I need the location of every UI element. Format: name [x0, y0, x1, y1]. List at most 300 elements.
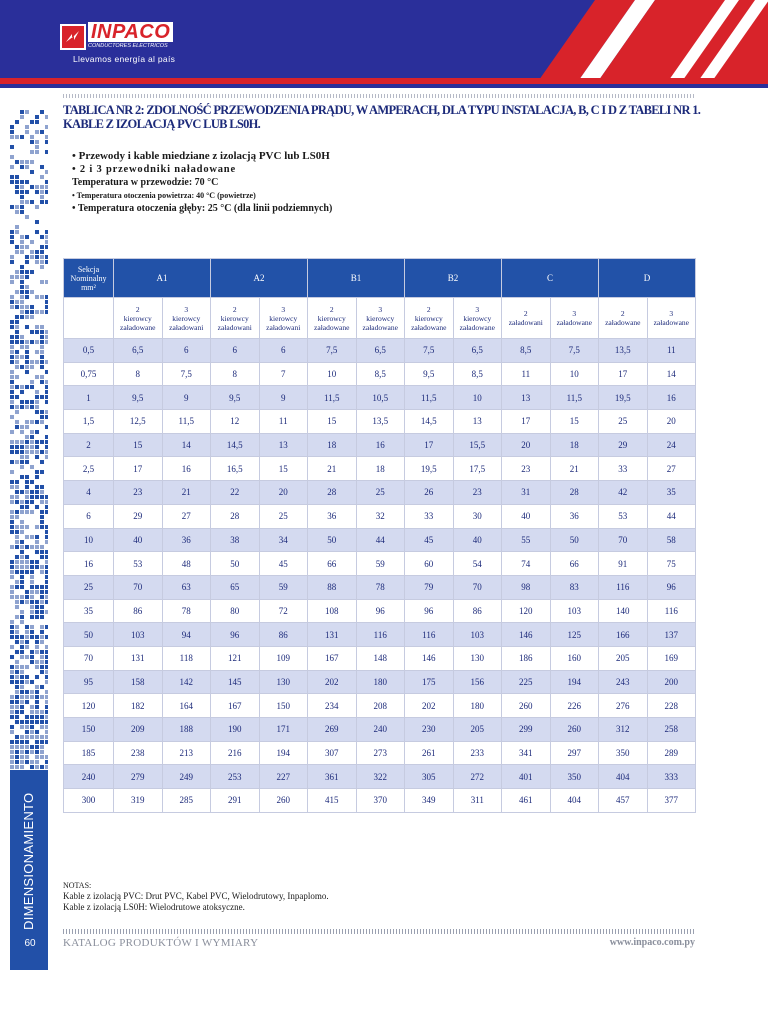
ampacity-cell: 17	[502, 410, 551, 434]
ampacity-cell: 9	[162, 386, 211, 410]
ampacity-cell: 35	[647, 481, 696, 505]
ampacity-cell: 150	[259, 694, 308, 718]
ampacity-cell: 20	[502, 433, 551, 457]
ampacity-cell: 36	[550, 504, 599, 528]
ampacity-cell: 349	[405, 789, 454, 813]
ampacity-cell: 6,5	[356, 339, 405, 363]
ampacity-cell: 78	[162, 599, 211, 623]
ampacity-cell: 32	[356, 504, 405, 528]
ampacity-cell: 23	[453, 481, 502, 505]
ampacity-cell: 415	[308, 789, 357, 813]
ampacity-cell: 166	[599, 623, 648, 647]
ampacity-cell: 13,5	[356, 410, 405, 434]
ampacity-cell: 8,5	[356, 362, 405, 386]
ampacity-cell: 272	[453, 765, 502, 789]
ampacity-cell: 63	[162, 575, 211, 599]
ampacity-cell: 60	[405, 552, 454, 576]
ampacity-cell: 225	[502, 670, 551, 694]
ampacity-cell: 226	[550, 694, 599, 718]
subheader-line: załadowane	[411, 322, 447, 332]
ampacity-cell: 305	[405, 765, 454, 789]
section-size-cell: 70	[64, 646, 114, 670]
table-row	[64, 765, 696, 789]
ampacity-cell: 96	[356, 599, 405, 623]
conductor-subheader-cell	[211, 298, 260, 339]
ampacity-cell: 253	[211, 765, 260, 789]
ampacity-cell: 279	[114, 765, 163, 789]
ampacity-cell: 164	[162, 694, 211, 718]
ampacity-cell: 291	[211, 789, 260, 813]
table-row	[64, 481, 696, 505]
ampacity-cell: 341	[502, 741, 551, 765]
ampacity-cell: 29	[599, 433, 648, 457]
ampacity-cell: 9	[259, 386, 308, 410]
subheader-line: 2	[426, 304, 431, 314]
section-size-cell: 120	[64, 694, 114, 718]
ampacity-cell: 260	[550, 718, 599, 742]
table-row	[64, 789, 696, 813]
ampacity-cell: 31	[502, 481, 551, 505]
ampacity-cell: 13	[502, 386, 551, 410]
ampacity-cell: 94	[162, 623, 211, 647]
ampacity-cell: 53	[599, 504, 648, 528]
ampacity-cell: 16	[356, 433, 405, 457]
ampacity-cell: 40	[453, 528, 502, 552]
subheader-line: kierowcy	[123, 313, 152, 323]
ampacity-cell: 130	[453, 646, 502, 670]
table-row	[64, 575, 696, 599]
ampacity-cell: 14,5	[405, 410, 454, 434]
footer-dotted-rule	[63, 929, 695, 934]
group-header-cell: B2	[405, 259, 502, 298]
ampacity-cell: 24	[647, 433, 696, 457]
ampacity-cell: 120	[502, 599, 551, 623]
subheader-line: załadowane	[605, 318, 641, 327]
condition-item: • Przewody i kable miedziane z izolacją PVC lub LS0H	[72, 150, 330, 162]
footer-website-link[interactable]: www.inpaco.com.py	[609, 937, 695, 948]
ampacity-cell: 22	[211, 481, 260, 505]
ampacity-cell: 230	[405, 718, 454, 742]
ampacity-cell: 25	[356, 481, 405, 505]
ampacity-cell: 148	[356, 646, 405, 670]
subheader-line: załadowane	[362, 322, 398, 332]
ampacity-cell: 21	[162, 481, 211, 505]
ampacity-cell: 333	[647, 765, 696, 789]
company-logo	[60, 22, 182, 54]
ampacity-cell: 146	[502, 623, 551, 647]
conductor-subheader-cell	[453, 298, 502, 339]
ampacity-cell: 6	[162, 339, 211, 363]
subheader-line: 2	[620, 309, 625, 318]
ampacity-cell: 307	[308, 741, 357, 765]
ampacity-cell: 216	[211, 741, 260, 765]
note-line: Kable z izolacją PVC: Drut PVC, Kabel PVC, Wielodrutowy, Inpaplomo.	[63, 891, 329, 901]
ampacity-cell: 17,5	[453, 457, 502, 481]
ampacity-cell: 137	[647, 623, 696, 647]
ampacity-cell: 167	[308, 646, 357, 670]
section-size-cell: 240	[64, 765, 114, 789]
ampacity-cell: 209	[114, 718, 163, 742]
section-size-cell: 6	[64, 504, 114, 528]
ampacity-cell: 91	[599, 552, 648, 576]
ampacity-cell: 13	[259, 433, 308, 457]
ampacity-cell: 202	[405, 694, 454, 718]
ampacity-cell: 9,5	[114, 386, 163, 410]
conductor-subheader-cell	[405, 298, 454, 339]
ampacity-cell: 109	[259, 646, 308, 670]
ampacity-cell: 240	[356, 718, 405, 742]
conductor-subheader-cell	[162, 298, 211, 339]
ampacity-cell: 36	[162, 528, 211, 552]
ampacity-cell: 45	[259, 552, 308, 576]
ampacity-cell: 23	[114, 481, 163, 505]
conductor-subheader-cell	[114, 298, 163, 339]
ampacity-cell: 299	[502, 718, 551, 742]
ampacity-cell: 74	[502, 552, 551, 576]
subheader-line: 2	[329, 304, 334, 314]
ampacity-cell: 156	[453, 670, 502, 694]
ampacity-cell: 249	[162, 765, 211, 789]
conductor-subheader-cell	[308, 298, 357, 339]
ampacity-cell: 59	[356, 552, 405, 576]
ampacity-cell: 238	[114, 741, 163, 765]
ampacity-cell: 18	[356, 457, 405, 481]
ampacity-cell: 190	[211, 718, 260, 742]
section-size-cell: 185	[64, 741, 114, 765]
subheader-line: 3	[669, 309, 674, 318]
ampacity-cell: 461	[502, 789, 551, 813]
subheader-line: kierowcy	[366, 313, 395, 323]
subheader-line: załadowane	[653, 318, 689, 327]
section-size-cell: 10	[64, 528, 114, 552]
ampacity-cell: 11,5	[550, 386, 599, 410]
ampacity-cell: 370	[356, 789, 405, 813]
ampacity-cell: 50	[550, 528, 599, 552]
ampacity-cell: 70	[453, 575, 502, 599]
table-row	[64, 623, 696, 647]
ampacity-cell: 18	[308, 433, 357, 457]
ampacity-cell: 7,5	[162, 362, 211, 386]
ampacity-cell: 7,5	[405, 339, 454, 363]
ampacity-cell: 8,5	[502, 339, 551, 363]
ampacity-cell: 96	[405, 599, 454, 623]
ampacity-cell: 457	[599, 789, 648, 813]
ampacity-cell: 40	[114, 528, 163, 552]
ampacity-cell: 42	[599, 481, 648, 505]
ampacity-cell: 86	[114, 599, 163, 623]
ampacity-cell: 16	[647, 386, 696, 410]
section-header-cell	[64, 259, 114, 298]
ampacity-cell: 65	[211, 575, 260, 599]
ampacity-cell: 21	[550, 457, 599, 481]
ampacity-cell: 116	[647, 599, 696, 623]
ampacity-cell: 18	[550, 433, 599, 457]
ampacity-cell: 13	[453, 410, 502, 434]
ampacity-cell: 96	[211, 623, 260, 647]
ampacity-cell: 28	[550, 481, 599, 505]
ampacity-cell: 33	[405, 504, 454, 528]
ampacity-cell: 16	[162, 457, 211, 481]
ampacity-cell: 88	[308, 575, 357, 599]
ampacity-cell: 261	[405, 741, 454, 765]
subheader-line: 3	[281, 304, 286, 314]
ampacity-cell: 243	[599, 670, 648, 694]
ampacity-cell: 10	[550, 362, 599, 386]
ampacity-cell: 36	[308, 504, 357, 528]
table-row	[64, 741, 696, 765]
ampacity-cell: 276	[599, 694, 648, 718]
ampacity-cell: 205	[599, 646, 648, 670]
ampacity-cell: 188	[162, 718, 211, 742]
top-dotted-rule	[63, 94, 695, 98]
conductor-subheader-cell	[356, 298, 405, 339]
ampacity-cell: 38	[211, 528, 260, 552]
table-row	[64, 504, 696, 528]
ampacity-cell: 377	[647, 789, 696, 813]
ampacity-cell: 79	[405, 575, 454, 599]
ampacity-cell: 14	[162, 433, 211, 457]
section-size-cell: 150	[64, 718, 114, 742]
ampacity-cell: 8	[211, 362, 260, 386]
ampacity-cell: 28	[211, 504, 260, 528]
ampacity-cell: 116	[599, 575, 648, 599]
ampacity-cell: 20	[647, 410, 696, 434]
ampacity-cell: 167	[211, 694, 260, 718]
conductor-subheader-cell	[502, 298, 551, 339]
ampacity-cell: 146	[405, 646, 454, 670]
ampacity-cell: 361	[308, 765, 357, 789]
ampacity-cell: 50	[211, 552, 260, 576]
ampacity-table	[63, 258, 696, 813]
section-header-line: mm²	[81, 282, 96, 292]
ampacity-cell: 98	[502, 575, 551, 599]
ampacity-cell: 158	[114, 670, 163, 694]
ampacity-cell: 29	[114, 504, 163, 528]
ampacity-cell: 70	[114, 575, 163, 599]
page-number: 60	[24, 938, 36, 949]
ampacity-cell: 13,5	[599, 339, 648, 363]
ampacity-cell: 131	[308, 623, 357, 647]
section-size-cell: 25	[64, 575, 114, 599]
ampacity-cell: 194	[259, 741, 308, 765]
section-size-cell: 16	[64, 552, 114, 576]
ampacity-cell: 16,5	[211, 457, 260, 481]
ampacity-cell: 27	[162, 504, 211, 528]
ampacity-cell: 86	[453, 599, 502, 623]
table-row	[64, 528, 696, 552]
ampacity-cell: 9,5	[211, 386, 260, 410]
ampacity-cell: 10	[453, 386, 502, 410]
section-size-cell: 95	[64, 670, 114, 694]
ampacity-cell: 404	[550, 789, 599, 813]
ampacity-cell: 80	[211, 599, 260, 623]
conditions-list	[72, 150, 472, 215]
ampacity-cell: 121	[211, 646, 260, 670]
ampacity-cell: 53	[114, 552, 163, 576]
ampacity-cell: 66	[550, 552, 599, 576]
ampacity-cell: 7,5	[308, 339, 357, 363]
ampacity-cell: 142	[162, 670, 211, 694]
section-header-line: Sekcja	[77, 264, 100, 274]
conductor-subheader-cell	[550, 298, 599, 339]
logo-wordmark: INPACO	[88, 22, 173, 42]
subheader-line: załadowane	[459, 322, 495, 332]
notes-heading: NOTAS:	[63, 881, 92, 890]
ampacity-cell: 15,5	[453, 433, 502, 457]
footer-catalog-title: KATALOG PRODUKTÓW I WYMIARY	[63, 937, 259, 949]
ampacity-cell: 118	[162, 646, 211, 670]
table-row	[64, 433, 696, 457]
header-banner	[0, 0, 768, 78]
ampacity-cell: 10,5	[356, 386, 405, 410]
conductor-subheader-cell	[647, 298, 696, 339]
ampacity-cell: 27	[647, 457, 696, 481]
table-row	[64, 457, 696, 481]
subheader-line: załadowani	[266, 322, 301, 332]
ampacity-cell: 233	[453, 741, 502, 765]
ampacity-cell: 10	[308, 362, 357, 386]
ampacity-cell: 6	[259, 339, 308, 363]
ampacity-cell: 169	[647, 646, 696, 670]
table-row	[64, 646, 696, 670]
logo-subtitle: CONDUCTORES ELECTRICOS	[88, 43, 168, 49]
ampacity-cell: 180	[356, 670, 405, 694]
ampacity-cell: 12	[211, 410, 260, 434]
ampacity-cell: 140	[599, 599, 648, 623]
ampacity-cell: 213	[162, 741, 211, 765]
ampacity-cell: 116	[356, 623, 405, 647]
condition-item: • Temperatura otoczenia powietrza: 40 °C (powietrze)	[72, 191, 256, 200]
group-header-cell: A2	[211, 259, 308, 298]
ampacity-cell: 17	[405, 433, 454, 457]
ampacity-cell: 7,5	[550, 339, 599, 363]
ampacity-cell: 40	[502, 504, 551, 528]
section-size-cell: 35	[64, 599, 114, 623]
ampacity-cell: 200	[647, 670, 696, 694]
group-header-cell: A1	[114, 259, 211, 298]
section-size-cell: 1	[64, 386, 114, 410]
ampacity-cell: 23	[502, 457, 551, 481]
conductor-subheader-cell	[599, 298, 648, 339]
section-size-cell: 2,5	[64, 457, 114, 481]
ampacity-cell: 171	[259, 718, 308, 742]
ampacity-cell: 48	[162, 552, 211, 576]
ampacity-cell: 17	[599, 362, 648, 386]
ampacity-cell: 103	[550, 599, 599, 623]
ampacity-cell: 125	[550, 623, 599, 647]
subheader-line: 2	[523, 309, 528, 318]
ampacity-cell: 14,5	[211, 433, 260, 457]
ampacity-cell: 260	[502, 694, 551, 718]
table-row	[64, 410, 696, 434]
ampacity-cell: 59	[259, 575, 308, 599]
condition-item: • Temperatura otoczenia głęby: 25 °C (dla linii podziemnych)	[72, 203, 333, 214]
ampacity-cell: 175	[405, 670, 454, 694]
ampacity-cell: 44	[647, 504, 696, 528]
ampacity-cell: 227	[259, 765, 308, 789]
ampacity-cell: 289	[647, 741, 696, 765]
ampacity-cell: 404	[599, 765, 648, 789]
table-row	[64, 694, 696, 718]
subheader-line: 2	[135, 304, 140, 314]
ampacity-cell: 8	[114, 362, 163, 386]
subheader-line: załadowani	[169, 322, 204, 332]
subheader-line: kierowcy	[463, 313, 492, 323]
subheader-line: załadowane	[314, 322, 350, 332]
lightning-icon	[60, 24, 86, 50]
ampacity-cell: 186	[502, 646, 551, 670]
subheader-line: załadowani	[217, 322, 252, 332]
ampacity-cell: 86	[259, 623, 308, 647]
ampacity-cell: 54	[453, 552, 502, 576]
subheader-line: załadowane	[556, 318, 592, 327]
section-size-cell: 0,75	[64, 362, 114, 386]
table-row	[64, 362, 696, 386]
ampacity-cell: 312	[599, 718, 648, 742]
slogan: Llevamos energía al país	[73, 54, 176, 64]
subheader-line: 2	[232, 304, 237, 314]
ampacity-cell: 6	[211, 339, 260, 363]
ampacity-cell: 20	[259, 481, 308, 505]
ampacity-cell: 30	[453, 504, 502, 528]
ampacity-cell: 182	[114, 694, 163, 718]
ampacity-cell: 234	[308, 694, 357, 718]
ampacity-cell: 25	[259, 504, 308, 528]
ampacity-cell: 50	[308, 528, 357, 552]
ampacity-cell: 58	[647, 528, 696, 552]
group-header-cell: D	[599, 259, 696, 298]
section-size-cell: 1,5	[64, 410, 114, 434]
ampacity-cell: 8,5	[453, 362, 502, 386]
section-header-line: Nominalny	[70, 273, 107, 283]
ampacity-cell: 6,5	[453, 339, 502, 363]
ampacity-cell: 130	[259, 670, 308, 694]
ampacity-cell: 15	[114, 433, 163, 457]
table-row	[64, 339, 696, 363]
ampacity-cell: 15	[550, 410, 599, 434]
left-pattern-decoration	[10, 110, 48, 770]
ampacity-cell: 11	[259, 410, 308, 434]
ampacity-cell: 103	[114, 623, 163, 647]
subheader-line: 3	[572, 309, 577, 318]
ampacity-cell: 83	[550, 575, 599, 599]
ampacity-cell: 75	[647, 552, 696, 576]
subheader-line: kierowcy	[317, 313, 346, 323]
table-group-header-row	[64, 259, 696, 298]
ampacity-cell: 131	[114, 646, 163, 670]
ampacity-cell: 66	[308, 552, 357, 576]
ampacity-cell: 401	[502, 765, 551, 789]
table-row	[64, 552, 696, 576]
ampacity-cell: 285	[162, 789, 211, 813]
group-header-cell: C	[502, 259, 599, 298]
subheader-line: załadowane	[120, 322, 156, 332]
ampacity-cell: 55	[502, 528, 551, 552]
page-title: TABLICA NR 2: ZDOLNOŚĆ PRZEWODZENIA PRĄDU, W AMPERACH, DLA TYPU INSTALACJA, B, C I D Z TABELI NR 1. KABLE Z IZOLACJĄ PVC LUB LS0H.	[63, 103, 701, 131]
ampacity-cell: 160	[550, 646, 599, 670]
ampacity-cell: 208	[356, 694, 405, 718]
ampacity-cell: 11	[502, 362, 551, 386]
table-subheader-row	[64, 298, 696, 339]
ampacity-cell: 11,5	[308, 386, 357, 410]
ampacity-cell: 28	[308, 481, 357, 505]
table-row	[64, 670, 696, 694]
header-blue-rule	[0, 84, 768, 88]
ampacity-cell: 350	[599, 741, 648, 765]
ampacity-cell: 180	[453, 694, 502, 718]
ampacity-cell: 11,5	[162, 410, 211, 434]
ampacity-cell: 11,5	[405, 386, 454, 410]
